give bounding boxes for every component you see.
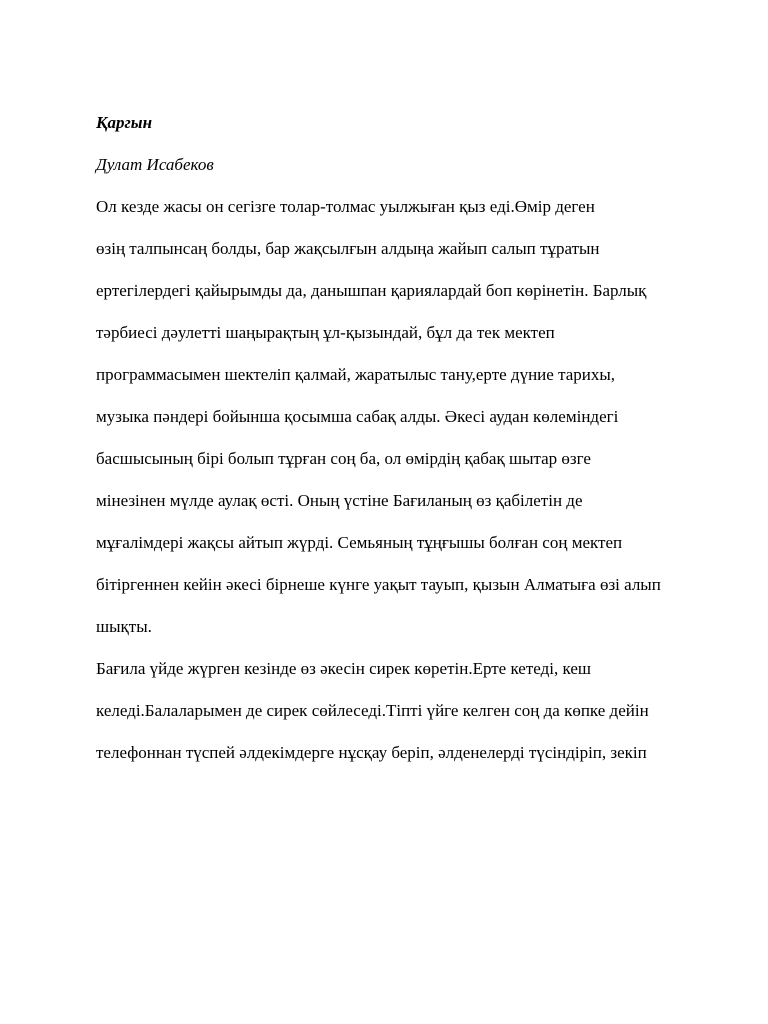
body-line: басшысының бірі болып тұрған соң ба, ол өмірдің қабақ шытар өзге: [96, 449, 591, 468]
body-line: Бағила үйде жүрген кезінде өз әкесін сирек көретін.Ерте кетеді, кеш: [96, 659, 591, 678]
document-title: Қаргын: [96, 113, 153, 132]
document-body: [96, 197, 686, 785]
body-line: бітіргеннен кейін әкесі бірнеше күнге уақыт тауып, қызын Алматыға өзі алып: [96, 575, 661, 594]
body-line: музыка пәндері бойынша қосымша сабақ алды. Әкесі аудан көлеміндегі: [96, 407, 619, 426]
body-line: телефоннан түспей әлдекімдерге нұсқау беріп, әлденелерді түсіндіріп, зекіп: [96, 743, 647, 762]
body-line: шықты.: [96, 617, 152, 636]
body-line: өзің талпынсаң болды, бар жақсылғын алдыңа жайып салып тұратын: [96, 239, 600, 258]
body-line: мінезінен мүлде аулақ өсті. Оның үстіне Бағиланың өз қабілетін де: [96, 491, 583, 510]
body-line: тәрбиесі дәулетті шаңырақтың ұл-қызындай, бұл да тек мектеп: [96, 323, 555, 342]
body-line: программасымен шектеліп қалмай, жаратылыс тану,ерте дүние тарихы,: [96, 365, 616, 384]
body-line: Ол кезде жасы он сегізге толар-толмас уылжыған қыз еді.Өмір деген: [96, 197, 595, 216]
body-line: келеді.Балаларымен де сирек сөйлеседі.Тіпті үйге келген соң да көпке дейін: [96, 701, 649, 720]
body-line: ертегілердегі қайырымды да, данышпан қариялардай боп көрінетін. Барлық: [96, 281, 647, 300]
body-line: мұғалімдері жақсы айтып жүрді. Семьяның тұңғышы болған соң мектеп: [96, 533, 623, 552]
document-author: Дулат Исабеков: [96, 155, 214, 174]
